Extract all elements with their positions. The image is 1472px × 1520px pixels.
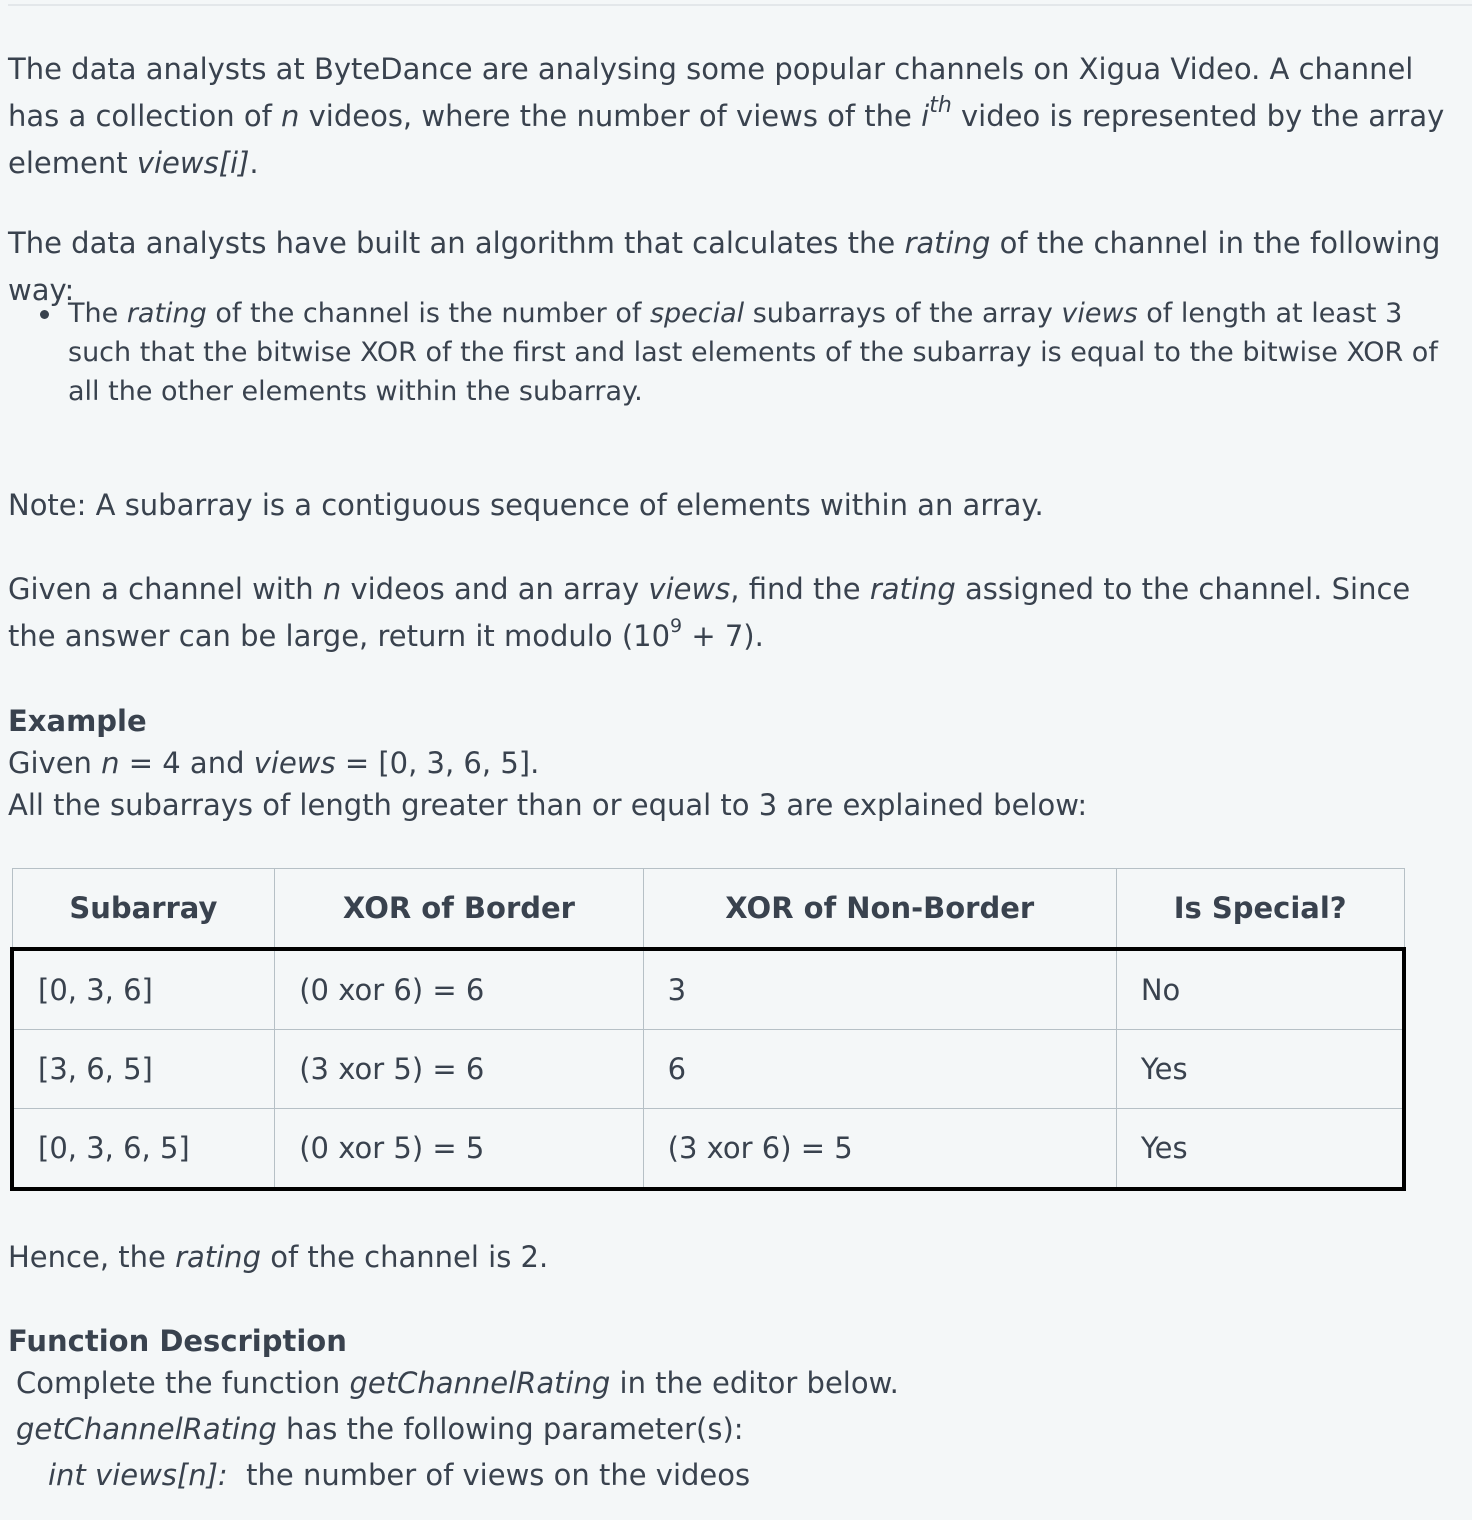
cell-xor-border: (0 xor 5) = 5 xyxy=(275,1109,643,1190)
function-signature-line: getChannelRating has the following parameter(s): xyxy=(16,1412,744,1446)
parameter-line: int views[n]: the number of views on the videos xyxy=(48,1458,751,1492)
table-row xyxy=(12,1109,1404,1190)
intro-paragraph: The data analysts at ByteDance are analysing some popular channels on Xigua Video. A channel has a collection of n videos, where the number of views of the $i^{th}$ video is represented by the array element views[i]. xyxy=(8,52,1445,180)
cell-subarray: [3, 6, 5] xyxy=(12,1030,275,1109)
cell-subarray: [0, 3, 6, 5] xyxy=(12,1109,275,1190)
table-header-row xyxy=(12,869,1404,950)
cell-xor-non-border: 6 xyxy=(643,1030,1116,1109)
example-explanation: All the subarrays of length greater than or equal to 3 are explained below: xyxy=(8,788,1088,822)
cell-xor-border: (3 xor 5) = 6 xyxy=(275,1030,643,1109)
conclusion-paragraph: Hence, the rating of the channel is 2. xyxy=(8,1240,549,1274)
table-row xyxy=(12,1030,1404,1109)
header-xor-non-border: XOR of Non-Border xyxy=(643,869,1116,950)
cell-is-special: Yes xyxy=(1116,1109,1404,1190)
task-paragraph: Given a channel with n videos and an array views, find the rating assigned to the channel. Since the answer can be large, return it modulo $(10^9 + 7)$. xyxy=(8,572,1411,653)
function-description-line: Complete the function getChannelRating in the editor below. xyxy=(16,1366,899,1400)
note-paragraph: Note: A subarray is a contiguous sequence of elements within an array. xyxy=(8,488,1044,522)
cell-xor-border: (0 xor 6) = 6 xyxy=(275,949,643,1030)
header-subarray: Subarray xyxy=(12,869,275,950)
algorithm-intro: The data analysts have built an algorithm that calculates the rating of the channel in the following way: xyxy=(8,226,1441,307)
header-is-special: Is Special? xyxy=(1116,869,1404,950)
example-table xyxy=(10,868,1406,1191)
example-heading: Example xyxy=(8,704,147,738)
cell-xor-non-border: (3 xor 6) = 5 xyxy=(643,1109,1116,1190)
table-row xyxy=(12,949,1404,1030)
example-given: Given n = 4 and views = [0, 3, 6, 5]. xyxy=(8,746,540,780)
cell-is-special: No xyxy=(1116,949,1404,1030)
cell-xor-non-border: 3 xyxy=(643,949,1116,1030)
header-xor-border: XOR of Border xyxy=(275,869,643,950)
rating-definition-list xyxy=(8,294,1468,411)
function-description-heading: Function Description xyxy=(8,1324,347,1358)
list-item: The rating of the channel is the number of special subarrays of the array views of length at least 3 such that the bitwise XOR of the first and last elements of the subarray is equal to the bitwise XOR of all the other elements within the subarray. xyxy=(8,294,1468,411)
top-divider xyxy=(8,4,1472,6)
cell-subarray: [0, 3, 6] xyxy=(12,949,275,1030)
cell-is-special: Yes xyxy=(1116,1030,1404,1109)
